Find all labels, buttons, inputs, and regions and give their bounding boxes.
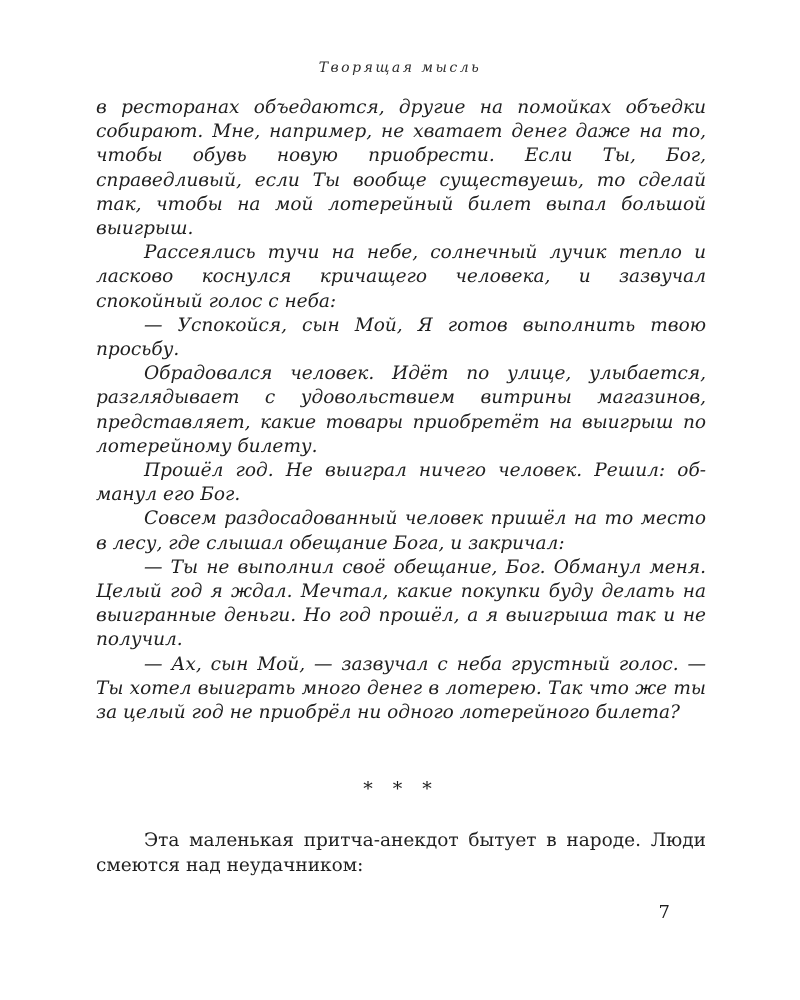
paragraph: в ресторанах объедаются, другие на помойках объедки собирают. Мне, например, не хватает денег даже на то, чтобы обувь новую приобрести. Если Ты, Бог, справедливый, если Ты вообще существуешь, то сделай так, чтобы на мой лотерейный билет выпал большой выигрыш. — [96, 97, 706, 240]
paragraph: Прошёл год. Не выиграл ничего человек. Решил: обманул его Бог. — [96, 460, 706, 506]
paragraph: — Успокойся, сын Мой, Я готов выполнить твою просьбу. — [96, 314, 706, 361]
paragraph: — Ты не выполнил своё обещание, Бог. Обманул меня. Целый год я ждал. Мечтал, какие покупки буду делать на выигранные деньги. Но год прошёл, а я выигрыша так и не получил. — [96, 556, 706, 651]
paragraph: Обрадовался человек. Идёт по улице, улыбается, разглядывает с удовольствием витрины магазинов, представляет, какие товары приобретёт на выигрыш по лотерейному билету. — [96, 363, 706, 457]
running-head: Творящая мысль — [318, 60, 482, 76]
paragraph: Эта маленькая притча-анекдот бытует в народе. Люди смеются над неудачником: — [96, 830, 706, 876]
page-number: 7 — [658, 902, 670, 923]
section-separator: * * * — [363, 778, 439, 801]
paragraph: Совсем раздосадованный человек пришёл на то место в лесу, где слышал обещание Бога, и закричал: — [96, 508, 706, 554]
paragraph: — Ах, сын Мой, — зазвучал с неба грустный голос. — Ты хотел выиграть много денег в лотерею. Так что же ты за целый год не приобрёл ни одного лотерейного билета? — [96, 653, 706, 724]
paragraph: Рассеялись тучи на небе, солнечный лучик тепло и ласково коснулся кричащего человека, и зазвучал спокойный голос с неба: — [96, 242, 706, 312]
paragraphs — [96, 96, 706, 878]
